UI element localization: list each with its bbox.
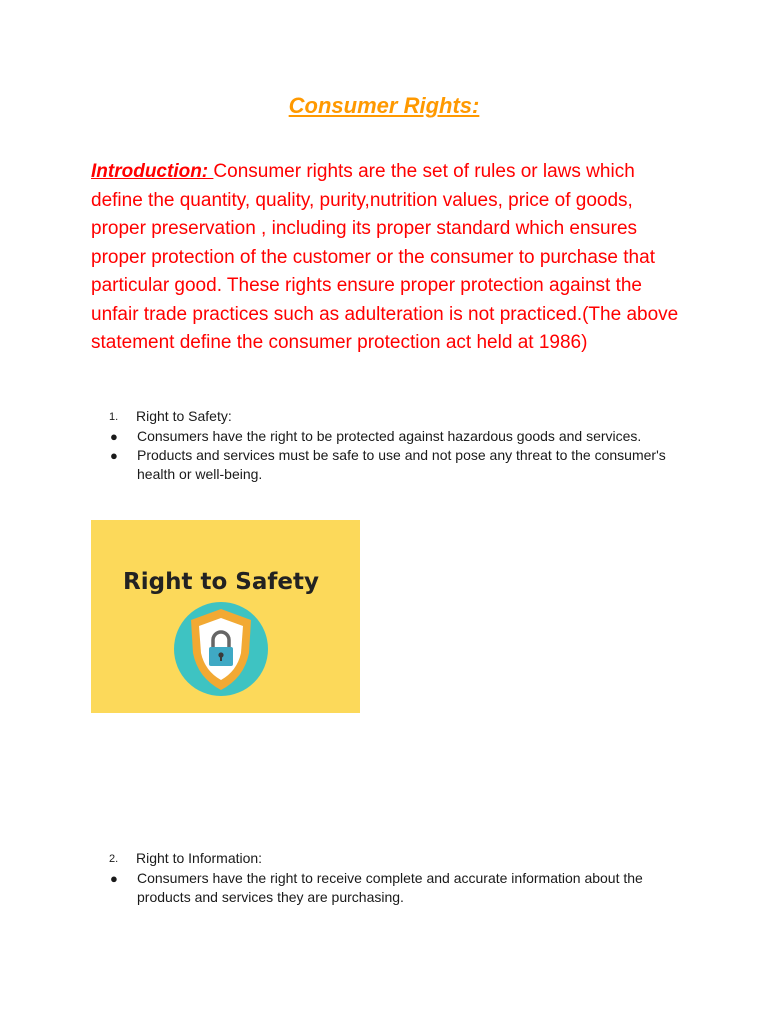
bullet-text: Consumers have the right to receive complete and accurate information about the products and services they are purchasing. bbox=[137, 870, 643, 905]
bullet-icon: ● bbox=[110, 429, 118, 444]
bullet-icon: ● bbox=[110, 871, 118, 886]
keyhole-slot bbox=[220, 656, 222, 661]
section-heading: Right to Information: bbox=[136, 850, 263, 866]
introduction-label: Introduction: bbox=[91, 161, 214, 182]
image-caption: Right to Safety bbox=[123, 569, 319, 595]
section-right-to-safety bbox=[109, 407, 669, 484]
introduction-paragraph bbox=[91, 158, 681, 358]
page-title: Consumer Rights: bbox=[288, 93, 480, 118]
bullet-item bbox=[109, 446, 669, 484]
bullet-text: Consumers have the right to be protected against hazardous goods and services. bbox=[137, 428, 642, 444]
shield-lock-icon bbox=[174, 602, 268, 696]
bullet-item bbox=[109, 427, 669, 446]
numbered-item bbox=[109, 407, 669, 427]
bullet-icon: ● bbox=[110, 448, 118, 463]
introduction-text: Consumer rights are the set of rules or laws which define the quantity, quality, purity,nutrition values, price of goods, proper preservation , including its proper standard which ensures proper protection of the customer or the consumer to purchase that particular good. These rights ensure proper protection against the unfair trade practices such as adulteration is not practiced.(The above statement define the consumer protection act held at 1986) bbox=[91, 161, 679, 353]
item-number: 1. bbox=[109, 411, 119, 423]
bullet-item bbox=[109, 869, 669, 907]
section-right-to-information bbox=[109, 849, 669, 907]
section-heading: Right to Safety: bbox=[136, 408, 232, 424]
right-to-safety-image bbox=[91, 520, 360, 713]
item-number: 2. bbox=[109, 853, 119, 865]
bullet-text: Products and services must be safe to use and not pose any threat to the consumer's health or well-being. bbox=[137, 447, 666, 482]
numbered-item bbox=[109, 849, 669, 869]
